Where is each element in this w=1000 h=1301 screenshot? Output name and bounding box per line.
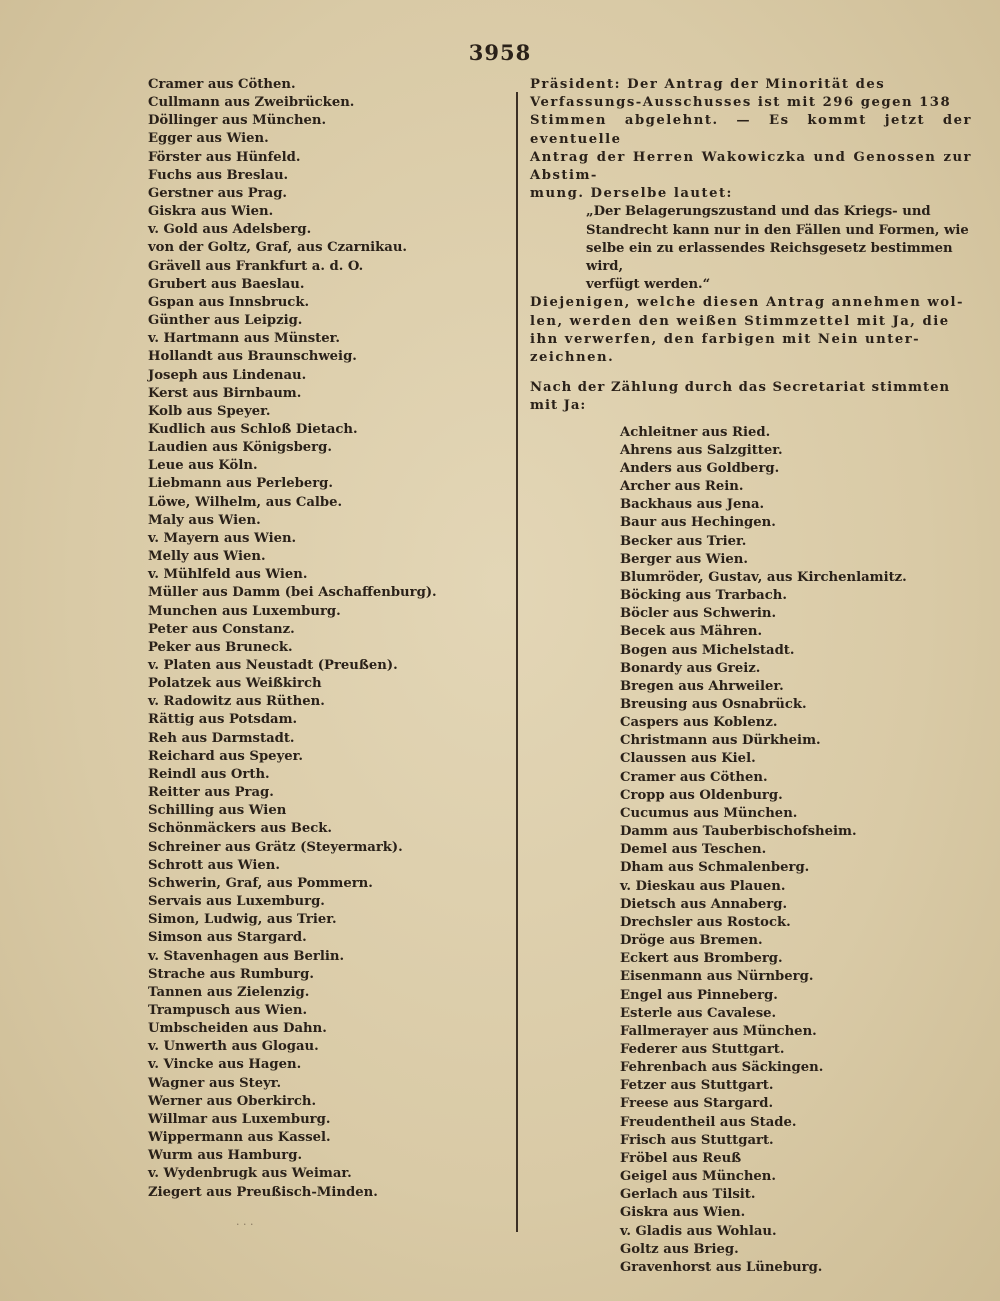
name-entry: v. Hartmann aus Münster. [148, 331, 340, 347]
motion-quote [586, 203, 972, 294]
column-divider [516, 92, 518, 1232]
name-entry: Gerstner aus Prag. [148, 185, 288, 201]
president-statement [530, 76, 972, 203]
name-entry: v. Stavenhagen aus Berlin. [148, 948, 345, 964]
name-entry: Reh aus Darmstadt. [148, 730, 295, 746]
name-entry: Maly aus Wien. [148, 512, 261, 528]
name-entry: Laudien aus Königsberg. [148, 440, 332, 456]
text-line: Stimmen abgelehnt. — Es kommt jetzt der eventuelle [530, 113, 972, 147]
name-entry: Engel aus Pinneberg. [620, 987, 778, 1003]
name-entry: Fröbel aus Reuß [620, 1150, 742, 1166]
left-column-name-list [148, 76, 508, 1202]
quote-line: Standrecht kann nur in den Fällen und Formen, wie [586, 222, 969, 238]
name-entry: Simson aus Stargard. [148, 930, 307, 946]
name-entry: Reindl aus Orth. [148, 766, 270, 782]
name-entry: Wippermann aus Kassel. [148, 1130, 331, 1146]
name-entry: Günther aus Leipzig. [148, 313, 303, 329]
name-entry: Servais aus Luxemburg. [148, 894, 325, 910]
text-line: Verfassungs-Ausschusses ist mit 296 gegen 138 [530, 95, 952, 111]
name-entry: v. Gladis aus Wohlau. [620, 1223, 777, 1239]
name-entry: v. Wydenbrugk aus Weimar. [148, 1166, 352, 1182]
name-entry: Christmann aus Dürkheim. [620, 733, 821, 749]
name-entry: Cucumus aus München. [620, 805, 798, 821]
name-entry: Giskra aus Wien. [620, 1205, 746, 1221]
name-entry: von der Goltz, Graf, aus Czarnikau. [148, 240, 408, 256]
name-entry: Müller aus Damm (bei Aschaffenburg). [148, 585, 437, 601]
name-entry: Freudentheil aus Stade. [620, 1114, 797, 1130]
name-entry: Grävell aus Frankfurt a. d. O. [148, 258, 364, 274]
name-entry: Förster aus Hünfeld. [148, 149, 301, 165]
name-entry: Wagner aus Steyr. [148, 1075, 282, 1091]
name-entry: Breusing aus Osnabrück. [620, 697, 807, 712]
name-entry: Gspan aus Innsbruck. [148, 294, 310, 310]
page-mark: · · · [236, 1218, 254, 1231]
name-entry: Werner aus Oberkirch. [148, 1093, 317, 1109]
name-entry: Claussen aus Kiel. [620, 751, 756, 767]
name-entry: Fetzer aus Stuttgart. [620, 1078, 774, 1094]
name-entry: Döllinger aus München. [148, 113, 327, 129]
name-entry: Grubert aus Baeslau. [148, 276, 305, 292]
name-entry: Schreiner aus Grätz (Steyermark). [148, 839, 403, 855]
name-entry: Rättig aus Potsdam. [148, 712, 298, 728]
name-entry: Schrott aus Wien. [148, 857, 280, 873]
name-entry: Frisch aus Stuttgart. [620, 1132, 774, 1148]
heading-line: mit Ja: [530, 398, 587, 414]
name-entry: Geigel aus München. [620, 1169, 776, 1185]
name-entry: Strache aus Rumburg. [148, 966, 314, 982]
name-entry: Leue aus Köln. [148, 458, 258, 474]
name-entry: Achleitner aus Ried. [620, 424, 771, 440]
name-entry: Esterle aus Cavalese. [620, 1005, 777, 1021]
name-entry: Umbscheiden aus Dahn. [148, 1021, 327, 1037]
name-entry: Ahrens aus Salzgitter. [620, 442, 783, 458]
name-entry: v. Gold aus Adelsberg. [148, 222, 312, 238]
name-entry: Blumröder, Gustav, aus Kirchenlamitz. [620, 569, 907, 585]
text-line: ihn verwerfen, den farbigen mit Nein unter- [530, 331, 921, 347]
name-entry: Liebmann aus Perleberg. [148, 476, 333, 492]
name-entry: Peker aus Bruneck. [148, 639, 293, 655]
name-entry: Tannen aus Zielenzig. [148, 984, 310, 1000]
name-entry: Hollandt aus Braunschweig. [148, 349, 357, 365]
name-entry: Demel aus Teschen. [620, 842, 767, 858]
name-entry: v. Mayern aus Wien. [148, 530, 297, 546]
name-entry: v. Mühlfeld aus Wien. [148, 567, 308, 583]
name-entry: Gravenhorst aus Lüneburg. [620, 1259, 823, 1275]
name-entry: Munchen aus Luxemburg. [148, 603, 341, 619]
name-entry: Dham aus Schmalenberg. [620, 860, 810, 876]
name-entry: Cramer aus Cöthen. [148, 77, 296, 92]
yes-voter-list [620, 424, 972, 1277]
name-entry: Egger aus Wien. [148, 131, 269, 147]
name-entry: Eisenmann aus Nürnberg. [620, 969, 814, 985]
name-entry: Federer aus Stuttgart. [620, 1041, 785, 1057]
name-entry: Bonardy aus Greiz. [620, 660, 761, 676]
quote-line: selbe ein zu erlassendes Reichsgesetz bestimmen wird, [586, 240, 953, 275]
text-line: Diejenigen, welche diesen Antrag annehmen wol- [530, 295, 965, 311]
name-entry: Reitter aus Prag. [148, 785, 274, 801]
name-entry: v. Radowitz aus Rüthen. [148, 694, 325, 710]
text-line: Präsident: Der Antrag der Minorität des [530, 77, 886, 92]
text-line: zeichnen. [530, 350, 615, 366]
name-entry: Giskra aus Wien. [148, 204, 274, 220]
name-entry: Archer aus Rein. [620, 479, 744, 495]
right-column [530, 76, 972, 1277]
name-entry: Cropp aus Oldenburg. [620, 787, 783, 803]
text-line: len, werden den weißen Stimmzettel mit Ja, die [530, 313, 950, 329]
name-entry: Damm aus Tauberbischofsheim. [620, 824, 857, 840]
name-entry: Simon, Ludwig, aus Trier. [148, 912, 337, 928]
name-entry: Joseph aus Lindenau. [148, 367, 307, 383]
name-entry: Böcler aus Schwerin. [620, 606, 777, 622]
name-entry: Reichard aus Speyer. [148, 748, 303, 764]
name-entry: v. Unwerth aus Glogau. [148, 1039, 319, 1055]
name-entry: Anders aus Goldberg. [620, 460, 780, 476]
text-line: mung. Derselbe lautet: [530, 186, 733, 202]
name-entry: Bogen aus Michelstadt. [620, 642, 795, 658]
name-entry: Fallmerayer aus München. [620, 1023, 817, 1039]
name-entry: v. Vincke aus Hagen. [148, 1057, 302, 1073]
name-entry: Willmar aus Luxemburg. [148, 1111, 331, 1127]
name-entry: Caspers aus Koblenz. [620, 715, 778, 731]
name-entry: Ziegert aus Preußisch-Minden. [148, 1184, 378, 1200]
name-entry: Dietsch aus Annaberg. [620, 896, 788, 912]
name-entry: Wurm aus Hamburg. [148, 1148, 303, 1164]
name-entry: Drechsler aus Rostock. [620, 914, 791, 930]
name-entry: Eckert aus Bromberg. [620, 951, 783, 967]
name-entry: Cullmann aus Zweibrücken. [148, 95, 355, 111]
name-entry: Melly aus Wien. [148, 549, 266, 565]
name-entry: Kerst aus Birnbaum. [148, 385, 302, 401]
quote-line: verfügt werden.“ [586, 277, 711, 293]
name-entry: Fuchs aus Breslau. [148, 167, 289, 183]
name-entry: Schönmäckers aus Beck. [148, 821, 332, 837]
name-entry: Dröge aus Bremen. [620, 933, 763, 949]
name-entry: Goltz aus Brieg. [620, 1241, 739, 1257]
name-entry: Löwe, Wilhelm, aus Calbe. [148, 494, 343, 510]
name-entry: Becek aus Mähren. [620, 624, 763, 640]
name-entry: Gerlach aus Tilsit. [620, 1187, 756, 1203]
name-entry: Trampusch aus Wien. [148, 1002, 308, 1018]
text-line: Antrag der Herren Wakowiczka und Genossen zur Abstim- [530, 149, 972, 184]
name-entry: Schilling aus Wien [148, 803, 287, 819]
name-entry: Kudlich aus Schloß Dietach. [148, 421, 358, 437]
name-entry: Polatzek aus Weißkirch [148, 676, 322, 692]
name-entry: Bregen aus Ahrweiler. [620, 678, 784, 694]
name-entry: v. Platen aus Neustadt (Preußen). [148, 658, 398, 673]
name-entry: Cramer aus Cöthen. [620, 769, 768, 785]
name-entry: Böcking aus Trarbach. [620, 588, 787, 604]
name-entry: Berger aus Wien. [620, 551, 748, 567]
name-entry: Backhaus aus Jena. [620, 497, 765, 513]
name-entry: Fehrenbach aus Säckingen. [620, 1060, 824, 1076]
name-entry: Kolb aus Speyer. [148, 403, 271, 419]
name-entry: Schwerin, Graf, aus Pommern. [148, 875, 373, 891]
quote-line: „Der Belagerungszustand und das Kriegs- und [586, 204, 931, 220]
count-heading [530, 379, 972, 415]
name-entry: Peter aus Constanz. [148, 621, 295, 637]
name-entry: Freese aus Stargard. [620, 1096, 774, 1112]
name-entry: Becker aus Trier. [620, 533, 747, 549]
name-entry: Baur aus Hechingen. [620, 515, 776, 531]
voting-instructions [530, 294, 972, 367]
heading-line: Nach der Zählung durch das Secretariat stimmten [530, 380, 951, 396]
name-entry: v. Dieskau aus Plauen. [620, 878, 786, 894]
page-number: 3958 [468, 40, 532, 65]
